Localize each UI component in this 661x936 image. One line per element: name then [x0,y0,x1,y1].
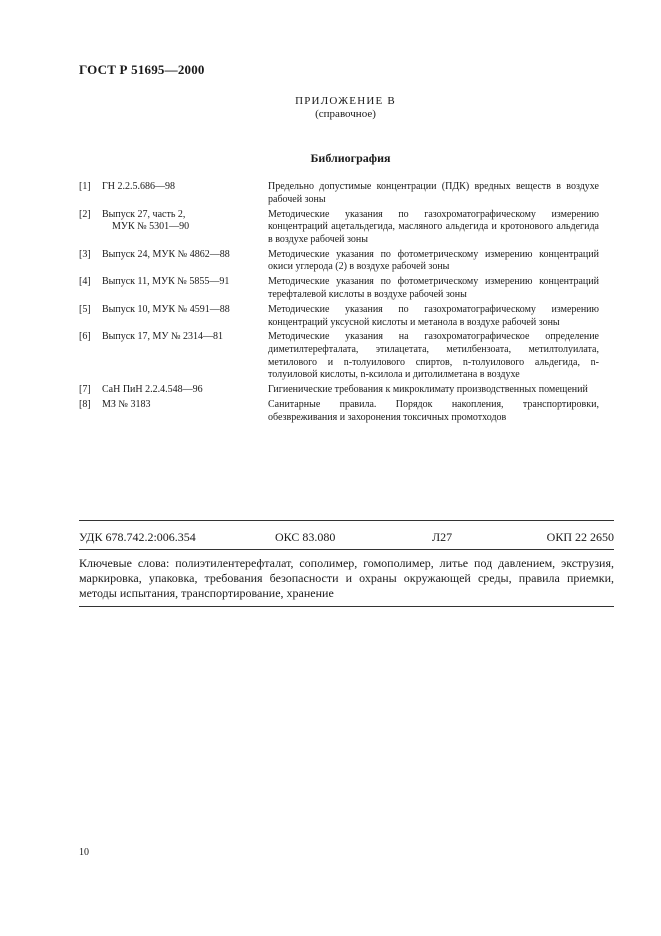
bottom-divider [79,606,614,607]
entry-source: Выпуск 11, МУК № 5855—91 [102,276,230,288]
entry-number: [7] [79,384,91,396]
appendix-subtitle: (справочное) [315,108,376,120]
udk-code: УДК 678.742.2:006.354 [79,530,196,544]
okp-code: ОКП 22 2650 [546,530,614,544]
appendix-title: ПРИЛОЖЕНИЕ В [295,95,396,107]
top-divider [79,520,614,521]
entry-source: Выпуск 17, МУ № 2314—81 [102,331,224,343]
l-code: Л27 [432,530,453,544]
standard-number-header: ГОСТ Р 51695—2000 [79,62,205,77]
bibliography-entry [79,181,599,206]
middle-divider [79,549,614,550]
entry-number: [1] [79,181,91,192]
bibliography-entry [79,384,599,397]
entry-number: [8] [79,399,91,411]
appendix-heading [0,95,661,120]
bibliography-title: Библиография [310,151,391,165]
entry-source: СаН ПиН 2.2.4.548—96 [102,384,203,396]
entry-source: ГН 2.2.5.686—98 [102,181,176,192]
oks-code: ОКС 83.080 [275,530,336,544]
bibliography-entry [79,249,599,274]
entry-source: Выпуск 10, МУК № 4591—88 [102,303,230,315]
bibliography-entry [79,209,599,247]
entry-description: Методические указания по газохроматографическому измерению концентраций уксусной кислоты и метанола в воздухе рабочей зоны [268,303,599,328]
entry-number: [3] [79,248,91,260]
entry-number: [5] [79,303,91,315]
entry-description: Гигиенические требования к микроклимату производственных помещений [268,384,588,396]
entry-description: Санитарные правила. Порядок накопления, транспортировки, обезвреживания и захоронения токсичных промотходов [268,399,599,423]
entry-description: Методические указания по фотометрическому измерению концентраций терефталевой кислоты в воздухе рабочей зоны [268,276,599,300]
bibliography-entry [79,304,599,329]
keywords-paragraph: Ключевые слова: полиэтилентерефталат, сополимер, гомополимер, литье под давлением, экструзия, маркировка, упаковка, требования безопасности и охраны окружающей среды, правила приемки, методы испытания, транспортирование, хранение [79,556,614,600]
page-number: 10 [79,847,89,858]
entry-description: Предельно допустимые концентрации (ПДК) вредных веществ в воздухе рабочей зоны [268,181,599,205]
bibliography-list [79,181,599,427]
entry-description: Методические указания по фотометрическому измерению концентраций окиси углерода (2) в воздухе рабочей зоны [268,248,599,273]
bibliography-entry [79,331,599,381]
entry-source: Выпуск 27, часть 2, МУК № 5301—90 [102,208,190,233]
entry-description: Методические указания на газохроматографическое определение диметилтерефталата, этилацетата, метилбензоата, метилтолуилата, метилового и n-толуилового спиртов, n-толуилового альдегида, n-толуиловой кислоты, n-ксилола и дитолилметана в воздухе [268,331,599,381]
entry-number: [6] [79,331,91,343]
entry-number: [4] [79,276,91,288]
bibliography-entry [79,276,599,301]
entry-description: Методические указания по газохроматографическому измерению концентраций ацетальдегида, масляного альдегида и кротонового альдегида в воздухе рабочей зоны [268,208,599,245]
bibliography-entry [79,399,599,424]
entry-number: [2] [79,208,91,220]
entry-source: Выпуск 24, МУК № 4862—88 [102,248,230,260]
entry-source: МЗ № 3183 [102,399,151,411]
